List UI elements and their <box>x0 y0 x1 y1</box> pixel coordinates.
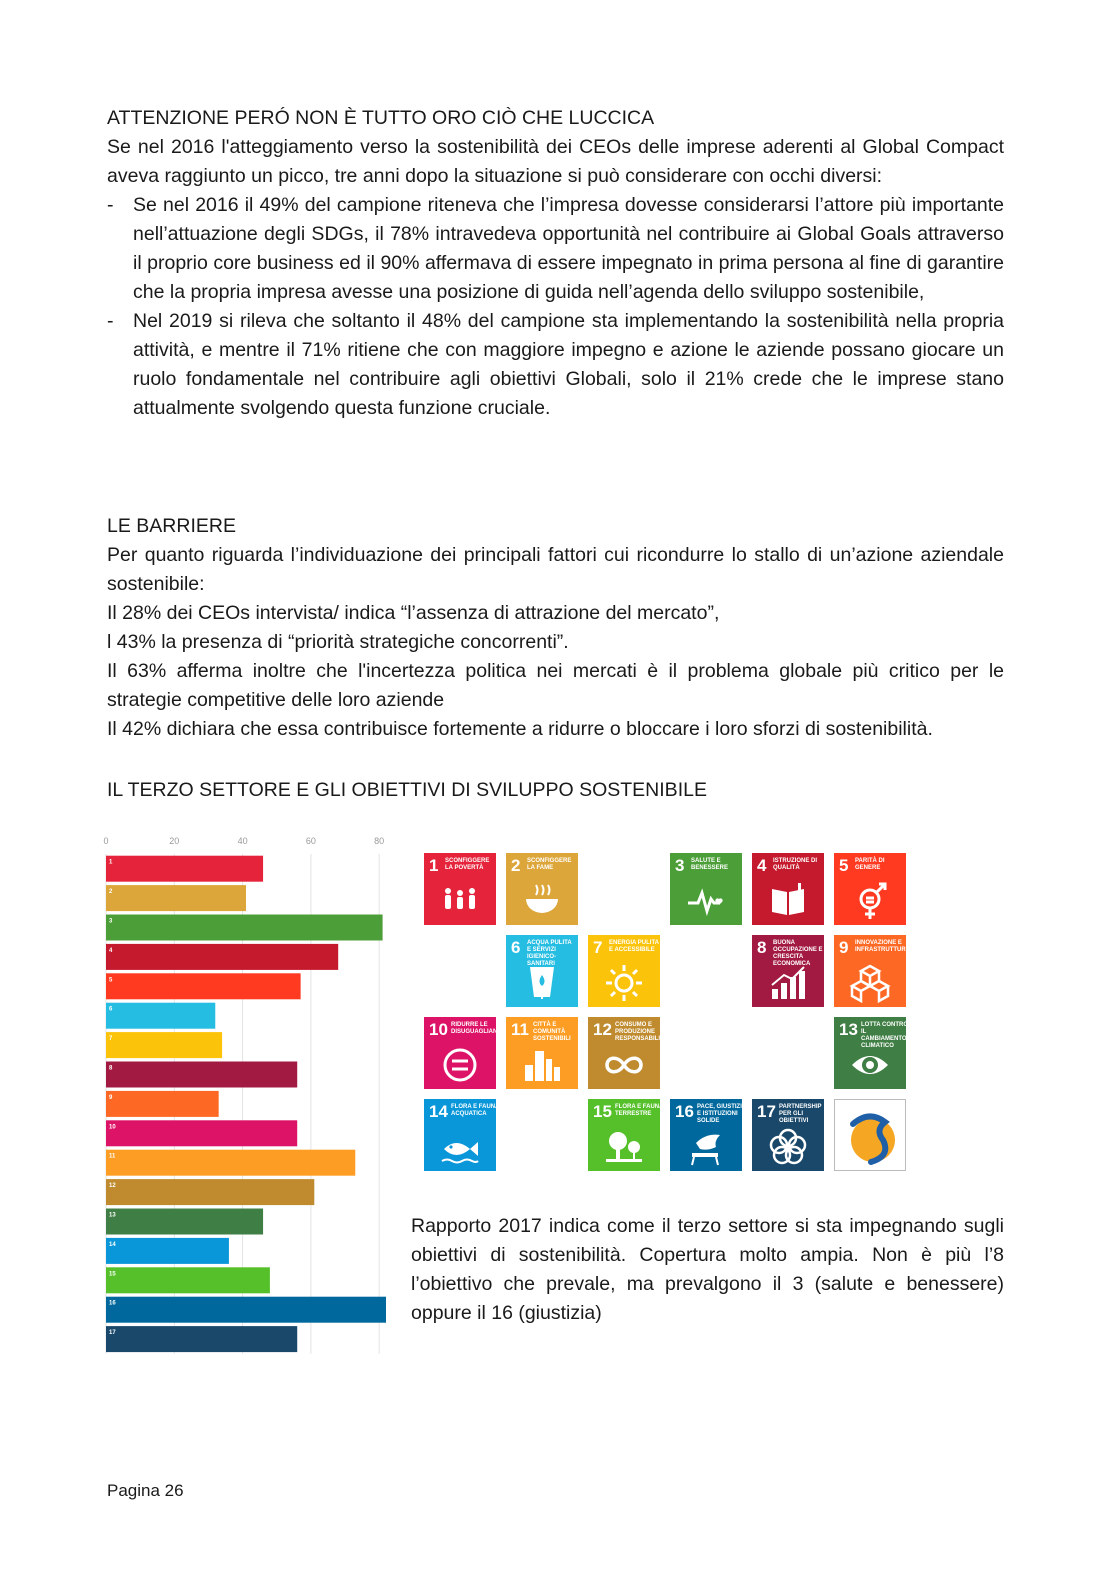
sdg-tile-11 <box>506 1017 578 1089</box>
equal-icon <box>440 1045 480 1085</box>
chart-bar-sdg-2 <box>106 885 246 911</box>
chart-bar-sdg-3 <box>106 915 383 941</box>
section-trust <box>107 104 1004 423</box>
sdg-number: 9 <box>839 938 849 957</box>
chart-category-label: 5 <box>109 977 113 984</box>
tree-icon <box>604 1127 644 1167</box>
dove-icon <box>686 1127 726 1167</box>
sdg-number: 1 <box>429 856 439 875</box>
heartbeat-icon <box>686 881 726 921</box>
section-intro: Per quanto riguarda l’individuazione dei principali fattori cui ricondurre lo stallo di un’azione aziendale sostenibile: <box>107 544 1004 595</box>
sdg-label: INNOVAZIONE E INFRASTRUTTURE <box>855 940 910 953</box>
sdg-label: FLORA E FAUNA TERRESTRE <box>615 1104 664 1117</box>
sdg-number: 16 <box>675 1102 694 1121</box>
page-number: Pagina 26 <box>107 1481 184 1500</box>
bowl-icon <box>522 881 562 921</box>
chart-tick-label: 20 <box>169 836 180 846</box>
sdg-tile-10 <box>424 1017 505 1089</box>
sdg-label: PARTNERSHIP PER GLI OBIETTIVI <box>779 1104 822 1124</box>
sdg-number: 7 <box>593 938 603 957</box>
eye-icon <box>850 1045 890 1085</box>
chart-category-label: 15 <box>109 1271 116 1278</box>
sdg-tile-3 <box>670 853 742 925</box>
chart-category-label: 9 <box>109 1094 113 1101</box>
section-intro: Se nel 2016 l'atteggiamento verso la sostenibilità dei CEOs delle imprese aderenti al Global Compact aveva raggiunto un picco, tre anni dopo la situazione si può considerare con occhi diversi: <box>107 136 1004 187</box>
chart-category-label: 4 <box>109 947 113 954</box>
sdg-number: 6 <box>511 938 521 957</box>
chart-category-label: 8 <box>109 1065 113 1072</box>
sdg-tile-14 <box>424 1099 500 1171</box>
barrier-line: Il 28% dei CEOs intervista/ indica “l’assenza di attrazione del mercato”, <box>107 602 720 624</box>
sdg-label: CITTÀ E COMUNITÀ SOSTENIBILI <box>533 1022 571 1042</box>
chart-bar-sdg-5 <box>106 973 301 999</box>
chart-category-label: 14 <box>109 1241 116 1248</box>
chart-bar-sdg-6 <box>106 1003 215 1029</box>
sdg-tile-13 <box>834 1017 906 1089</box>
barrier-line: Il 63% afferma inoltre che l'incertezza politica nei mercati è il problema globale più critico per le strategie competitive delle loro aziende <box>107 660 1004 711</box>
sdg-label: CONSUMO E PRODUZIONE RESPONSABILI <box>615 1022 661 1042</box>
sdg-tile-9 <box>834 935 910 1007</box>
people-icon <box>440 881 480 921</box>
sun-icon <box>604 963 644 1003</box>
sdg-number: 13 <box>839 1020 858 1039</box>
sdg-tile-8 <box>752 935 824 1007</box>
sdg-tile-12 <box>588 1017 660 1089</box>
chart-category-label: 16 <box>109 1300 116 1307</box>
chart-tick-label: 0 <box>103 836 109 846</box>
cubes-icon <box>850 963 890 1003</box>
rings-icon <box>768 1127 808 1167</box>
growth-icon <box>768 963 808 1003</box>
chart-category-label: 10 <box>109 1124 116 1131</box>
barrier-line: Il 42% dichiara che essa contribuisce fortemente a ridurre o bloccare i loro sforzi di sostenibilità. <box>107 718 933 740</box>
sdg-label: BUONA OCCUPAZIONE E CRESCITA ECONOMICA <box>773 940 823 967</box>
chart-tick-label: 80 <box>374 836 385 846</box>
sdg-tile-1 <box>424 853 496 925</box>
chart-tick-label: 60 <box>305 836 316 846</box>
chart-bar-sdg-4 <box>106 944 338 970</box>
sdg-tile-4 <box>752 853 824 925</box>
section-heading: IL TERZO SETTORE E GLI OBIETTIVI DI SVILUPPO SOSTENIBILE <box>107 779 707 801</box>
sdg-number: 14 <box>429 1102 448 1121</box>
logo-icon <box>835 1100 907 1172</box>
sdg-label: LOTTA CONTRO IL CAMBIAMENTO CLIMATICO <box>861 1022 908 1049</box>
chart-bar-sdg-1 <box>106 856 263 882</box>
chart-category-label: 2 <box>109 889 113 896</box>
chart-bar-sdg-10 <box>106 1120 297 1146</box>
chart-category-label: 12 <box>109 1183 116 1190</box>
chart-bar-sdg-11 <box>106 1150 355 1176</box>
sdg-number: 5 <box>839 856 849 875</box>
chart-bar-sdg-12 <box>106 1179 314 1205</box>
chart-category-label: 17 <box>109 1330 116 1337</box>
chart-bar-sdg-17 <box>106 1326 297 1352</box>
chart-bar-sdg-7 <box>106 1032 222 1058</box>
sdg-number: 8 <box>757 938 767 957</box>
chart-bar-sdg-14 <box>106 1238 229 1264</box>
sdg-number: 10 <box>429 1020 448 1039</box>
chart-bar-sdg-15 <box>106 1267 270 1293</box>
sdg-tile-6 <box>506 935 578 1007</box>
chart-category-label: 1 <box>109 859 113 866</box>
chart-bar-sdg-16 <box>106 1297 386 1323</box>
sdg-tile-5 <box>834 853 906 925</box>
barrier-line: l 43% la presenza di “priorità strategiche concorrenti”. <box>107 631 569 653</box>
sdg-tile-15 <box>588 1099 664 1171</box>
sdg-label: ENERGIA PULITA E ACCESSIBILE <box>609 940 659 953</box>
sdg-tile-7 <box>588 935 660 1007</box>
sdg-bar-chart <box>104 832 394 1352</box>
section-barriers <box>107 512 1004 744</box>
sdg-label: SCONFIGGERE LA FAME <box>527 858 572 871</box>
organization-logo <box>834 1099 906 1171</box>
water-icon <box>522 963 562 1003</box>
sdg-label: PACE, GIUSTIZIA E ISTITUZIONI SOLIDE <box>697 1104 747 1124</box>
chart-bar-sdg-13 <box>106 1209 263 1235</box>
sdg-number: 17 <box>757 1102 776 1121</box>
sdg-number: 2 <box>511 856 521 875</box>
sdg-icon-grid <box>424 853 908 1183</box>
sdg-number: 15 <box>593 1102 612 1121</box>
sdg-label: ISTRUZIONE DI QUALITÀ <box>773 858 818 871</box>
sdg-tile-2 <box>506 853 578 925</box>
sdg-label: RIDURRE LE DISUGUAGLIANZE <box>451 1022 505 1035</box>
section-heading: ATTENZIONE PERÓ NON È TUTTO ORO CIÒ CHE LUCCICA <box>107 107 655 129</box>
bullet-item: - Se nel 2016 il 49% del campione riteneva che l’impresa dovesse considerarsi l’attore più importante nell’attuazione degli SDGs, il 78% intravedeva opportunità nel contribuire ai Global Goals attraverso il proprio core business ed il 90% affermava di essere impegnato in prima persona al fine di garantire che la propria impresa avesse una posizione di guida nell’agenda dello sviluppo sostenibile, <box>107 191 1004 307</box>
sdg-caption: Rapporto 2017 indica come il terzo settore si sta impegnando sugli obiettivi di sostenibilità. Copertura molto ampia. Non è più l’8 l’obiettivo che prevale, ma prevalgono il 3 (salute e benessere) oppure il 16 (giustizia) <box>411 1215 1004 1324</box>
chart-bar-sdg-9 <box>106 1091 219 1117</box>
sdg-tile-17 <box>752 1099 824 1171</box>
sdg-number: 12 <box>593 1020 612 1039</box>
bullet-item: - Nel 2019 si rileva che soltanto il 48% del campione sta implementando la sostenibilità nella propria attività, e mentre il 71% ritiene che con maggiore impegno e azione le aziende possano giocare un ruolo fondamentale nel contribuire agli obiettivi Globali, solo il 21% crede che le imprese stano attualmente svolgendo questa funzione cruciale. <box>107 307 1004 423</box>
bullet-list <box>107 191 1004 423</box>
city-icon <box>522 1045 562 1085</box>
sdg-label: ACQUA PULITA E SERVIZI IGIENICO-SANITARI <box>527 940 572 967</box>
chart-category-label: 6 <box>109 1006 113 1013</box>
book-icon <box>768 881 808 921</box>
fish-icon <box>440 1127 480 1167</box>
sdg-number: 3 <box>675 856 685 875</box>
sdg-tile-16 <box>670 1099 747 1171</box>
sdg-number: 4 <box>757 856 767 875</box>
infinity-icon <box>604 1045 644 1085</box>
chart-category-label: 3 <box>109 918 113 925</box>
chart-bar-sdg-8 <box>106 1062 297 1088</box>
chart-category-label: 13 <box>109 1212 116 1219</box>
gender-icon <box>850 881 890 921</box>
sdg-label: SCONFIGGERE LA POVERTÀ <box>445 858 490 871</box>
chart-tick-label: 40 <box>237 836 248 846</box>
sdg-label: FLORA E FAUNA ACQUATICA <box>451 1104 500 1117</box>
sdg-label: PARITÀ DI GENERE <box>855 858 885 871</box>
chart-category-label: 7 <box>109 1036 113 1043</box>
chart-category-label: 11 <box>109 1153 116 1160</box>
section-heading: LE BARRIERE <box>107 515 236 537</box>
sdg-number: 11 <box>511 1020 529 1039</box>
sdg-label: SALUTE E BENESSERE <box>691 858 729 871</box>
section-third-sector <box>107 776 1004 805</box>
